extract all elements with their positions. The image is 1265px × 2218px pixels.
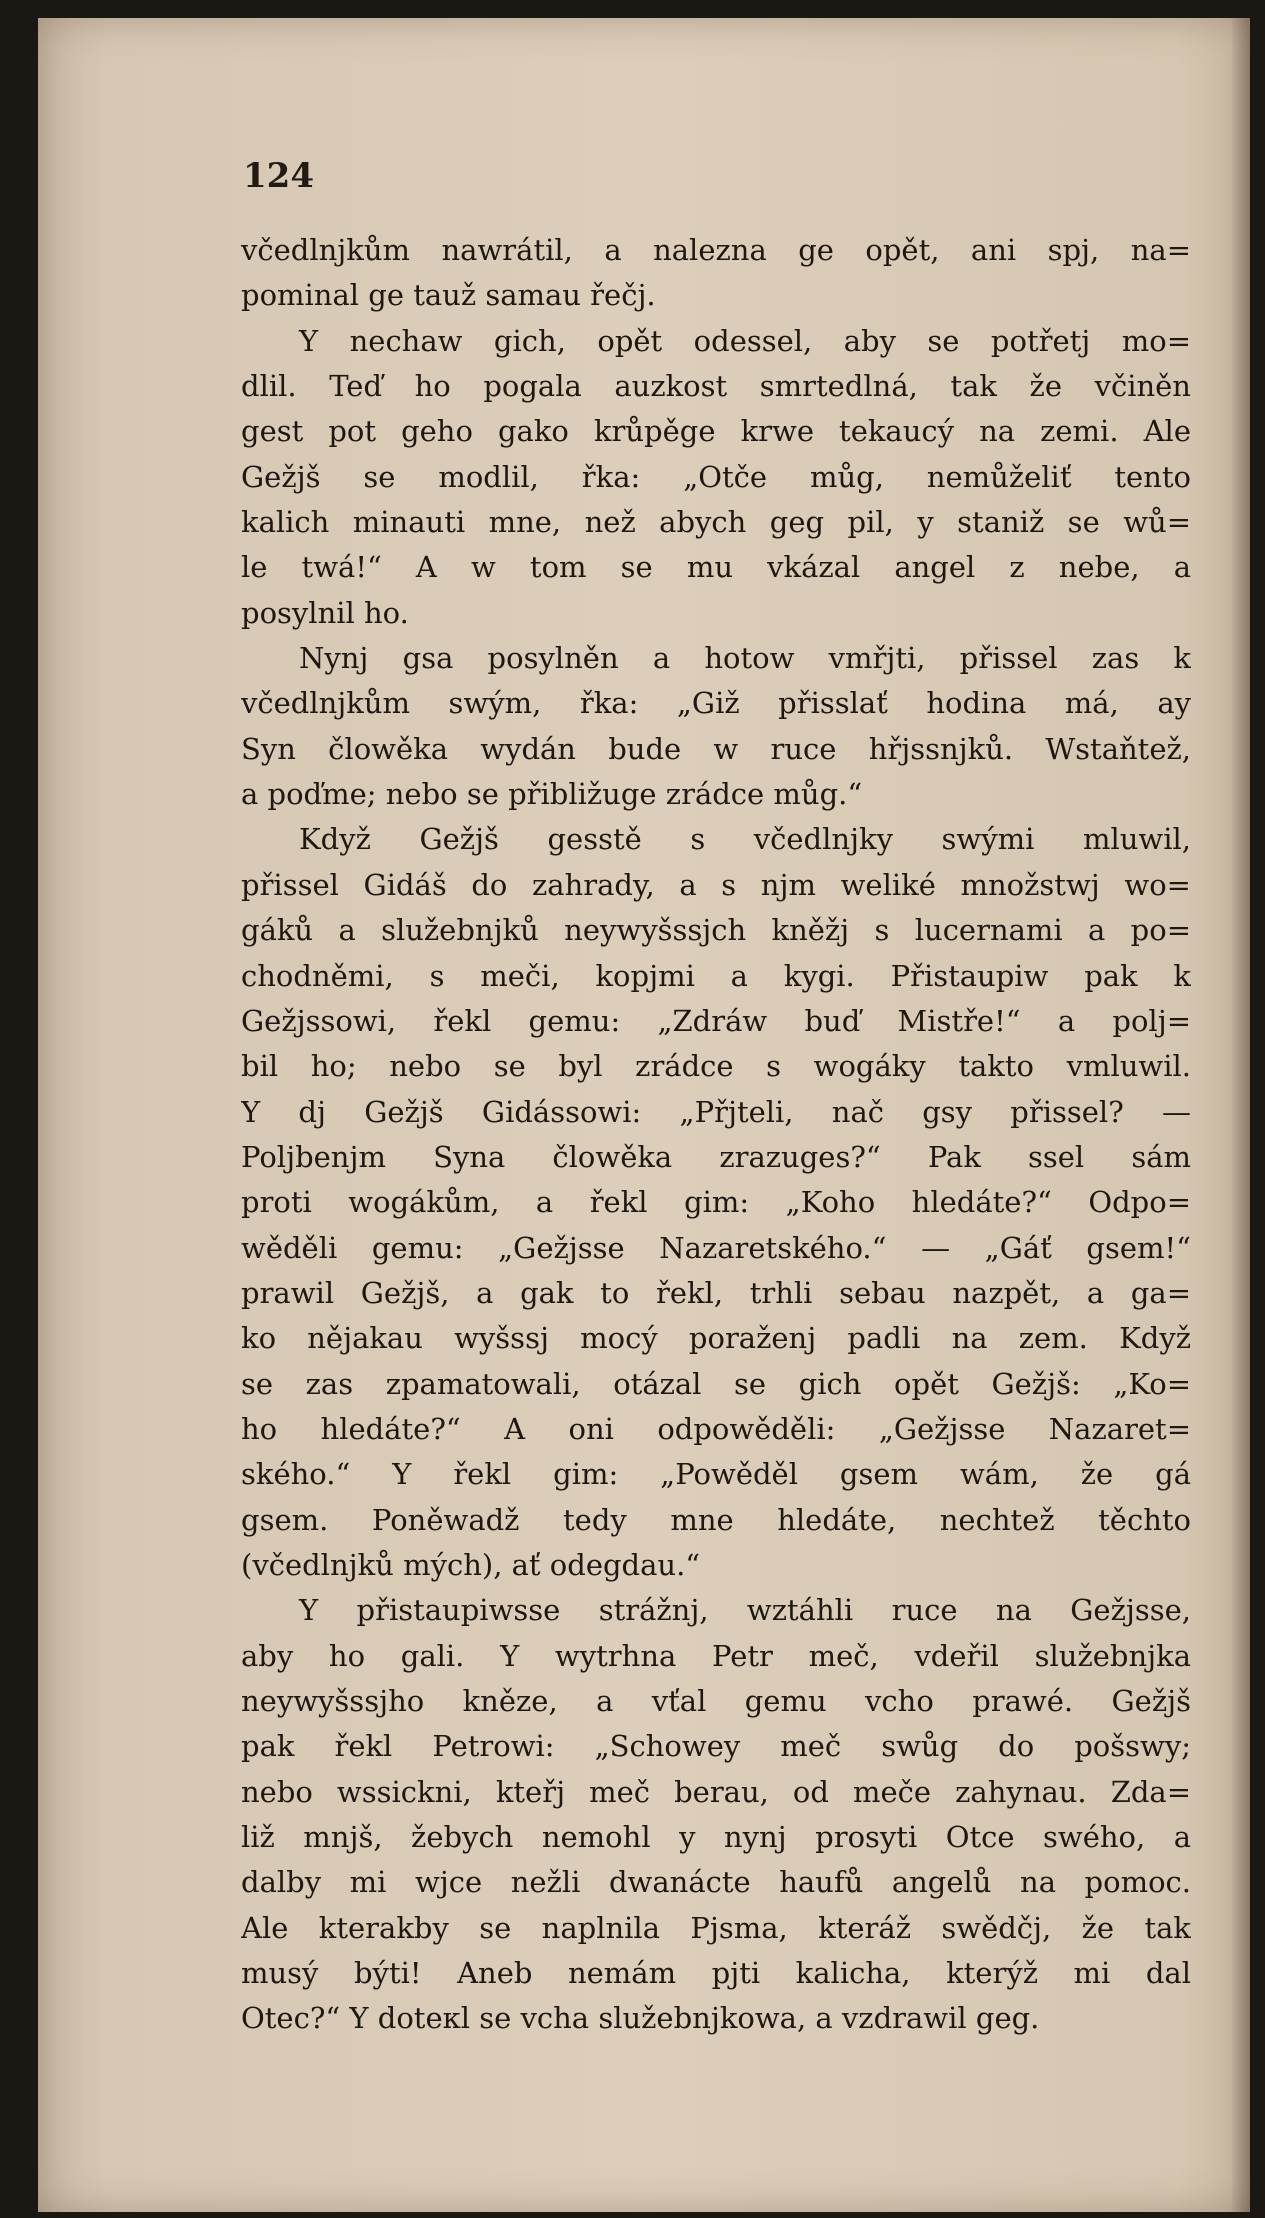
- text-line: liž mnjš, žebych nemohl y nynj prosyti Otce swého, a: [241, 1820, 1191, 1855]
- text-line: bil ho; nebo se byl zrádce s wogáky takto vmluwil.: [241, 1049, 1191, 1084]
- binding-edge: [1232, 18, 1250, 2212]
- text-line: gest pot geho gako krůpěge krwe tekaucý na zemi. Ale: [241, 414, 1191, 449]
- text-line: neywyšssjho kněze, a vťal gemu vcho prawé. Gežjš: [241, 1684, 1191, 1718]
- text-line: včedlnjkům swým, řka: „Giž přisslať hodina má, ay: [241, 686, 1191, 721]
- text-line: pominal ge tauž samau řečj.: [241, 278, 656, 313]
- text-line: posylnil ho.: [241, 595, 409, 630]
- text-line: Gežjš se modlil, řka: „Otče můg, nemůželiť tento: [241, 459, 1191, 494]
- body-text: [241, 228, 1191, 2042]
- text-line: kalich minauti mne, než abych geg pil, y staniž se wů=: [241, 505, 1191, 540]
- text-line: ho hledáte?“ A oni odpowěděli: „Gežjsse Nazaret=: [241, 1411, 1191, 1446]
- text-line: Nynj gsa posylněn a hotow vmřjti, přissel zas k: [299, 641, 1191, 676]
- text-line: wěděli gemu: „Gežjsse Nazaretského.“ — „Gáť gsem!“: [241, 1230, 1191, 1265]
- text-line: dalby mi wjce nežli dwanácte haufů angelů na pomoc.: [241, 1865, 1191, 1900]
- text-line: gáků a služebnjků neywyšssjch kněžj s lucernami a po=: [241, 913, 1191, 948]
- text-line: Syn člowěka wydán bude w ruce hřjssnjků. Wstaňtež,: [241, 731, 1191, 766]
- text-line: musý býti! Aneb nemám pjti kalicha, kterýž mi dal: [241, 1956, 1191, 1991]
- text-line: dlil. Teď ho pogala auzkost smrtedlná, tak že včiněn: [241, 369, 1191, 404]
- text-line: přissel Gidáš do zahrady, a s njm weliké množstwj wo=: [241, 867, 1191, 902]
- text-line: se zas zpamatowali, otázal se gich opět Gežjš: „Ko=: [241, 1366, 1191, 1401]
- text-line: (včedlnjků mých), ať odegdau.“: [241, 1547, 701, 1582]
- text-line: ko nějakau wyšssj mocý poraženj padli na zem. Když: [241, 1321, 1191, 1356]
- text-line: Y přistaupiwsse strážnj, wztáhli ruce na Gežjsse,: [299, 1593, 1191, 1628]
- text-line: Ale kterakby se naplnila Pjsma, kteráž swědčj, že tak: [241, 1910, 1191, 1945]
- text-line: chodněmi, s meči, kopjmi a kygi. Přistaupiw pak k: [241, 958, 1191, 993]
- text-line: nebo wssickni, kteřj meč berau, od meče zahynau. Zda=: [241, 1774, 1191, 1809]
- text-line: le twá!“ A w tom se mu vkázal angel z nebe, a: [241, 550, 1191, 585]
- text-line: proti wogákům, a řekl gim: „Koho hledáte?“ Odpo=: [241, 1185, 1191, 1220]
- text-line: a poďme; nebo se přibližuge zrádce můg.“: [241, 777, 863, 812]
- text-line: aby ho gali. Y wytrhna Petr meč, vdeřil služebnjka: [241, 1638, 1191, 1673]
- text-line: Y nechaw gich, opět odessel, aby se potřetj mo=: [299, 323, 1191, 358]
- text-line: včedlnjkům nawrátil, a nalezna ge opět, ani spj, na=: [241, 233, 1191, 267]
- text-line: Gežjssowi, řekl gemu: „Zdráw buď Mistře!“ a polj=: [241, 1003, 1191, 1038]
- text-line: Poljbenjm Syna člowěka zrazuges?“ Pak ssel sám: [241, 1139, 1191, 1174]
- text-line: prawil Gežjš, a gak to řekl, trhli sebau nazpět, a ga=: [241, 1275, 1191, 1310]
- text-line: pak řekl Petrowi: „Schowey meč swůg do pošswy;: [241, 1729, 1191, 1764]
- text-line: Otec?“ Y doteкl se vcha služebnjkowa, a vzdrawil geg.: [241, 2001, 1040, 2036]
- text-line: ského.“ Y řekl gim: „Powěděl gsem wám, že gá: [241, 1457, 1191, 1492]
- text-line: gsem. Poněwadž tedy mne hledáte, nechtež těchto: [241, 1502, 1191, 1537]
- text-line: Y dj Gežjš Gidássowi: „Přjteli, nač gsy přissel? —: [241, 1094, 1191, 1129]
- page-number: 124: [243, 156, 314, 196]
- text-line: Když Gežjš gesstě s včedlnjky swými mluwil,: [299, 822, 1191, 857]
